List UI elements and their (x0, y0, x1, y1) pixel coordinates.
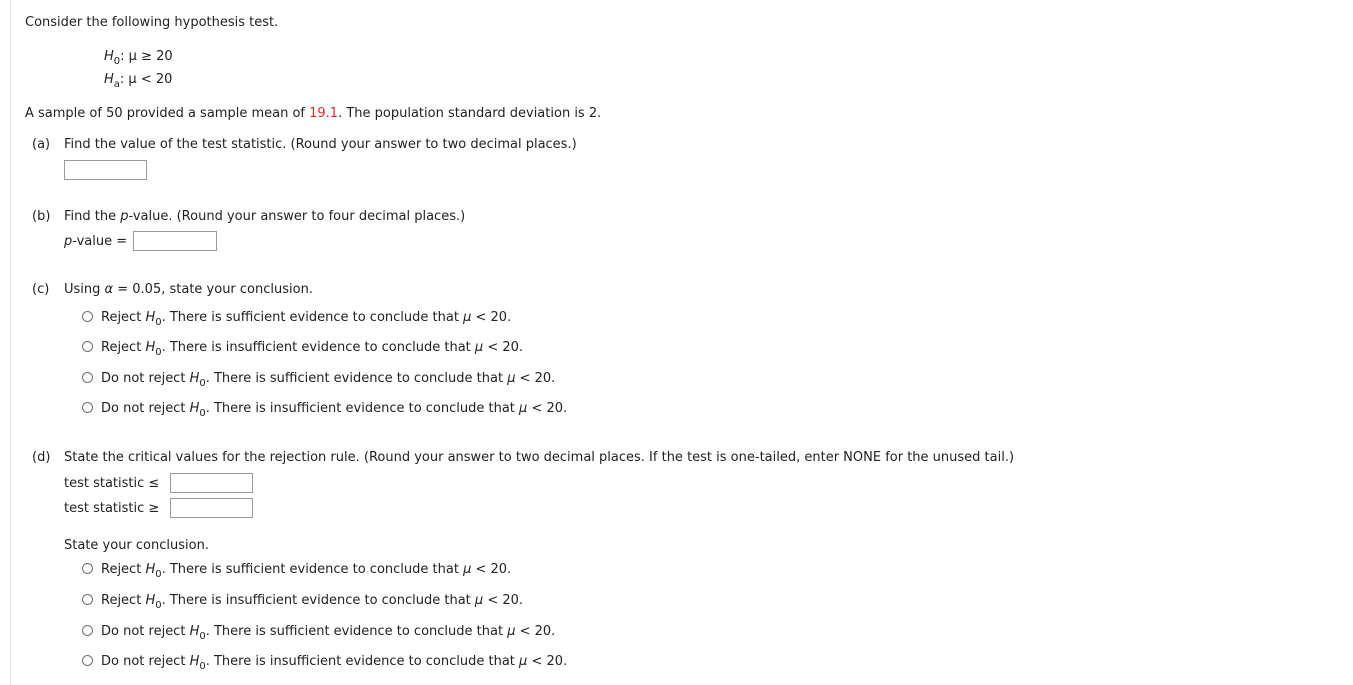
option-suffix: < 20. (471, 310, 512, 325)
part-c-radio-1[interactable] (82, 311, 93, 322)
h0-symbol: H (145, 562, 156, 577)
alternative-hypothesis (104, 72, 173, 90)
option-prefix: Do not reject (101, 654, 190, 669)
h0-subscript: 0 (199, 378, 206, 389)
test-statistic-input[interactable] (64, 160, 147, 180)
sample-mean-value: 19.1 (309, 106, 339, 121)
part-c-option-2[interactable] (101, 340, 524, 358)
mu-symbol: μ (519, 401, 528, 416)
option-prefix: Reject (101, 340, 146, 355)
mu-symbol: μ (507, 624, 516, 639)
critical-ge-label: test statistic ≥ (64, 501, 160, 516)
h0-subscript: 0 (199, 661, 206, 672)
critical-le-label: test statistic ≤ (64, 476, 160, 491)
part-d-radio-1[interactable] (82, 563, 93, 574)
h0-subscript: 0 (155, 317, 162, 328)
p-value-symbol: p (64, 234, 73, 249)
mu-symbol: μ (519, 654, 528, 669)
option-prefix: Do not reject (101, 401, 190, 416)
part-c-option-3[interactable] (101, 371, 556, 389)
conclusion-prompt: State your conclusion. (64, 538, 209, 553)
part-a-label: (a) (32, 137, 51, 152)
part-d-option-1[interactable] (101, 562, 512, 580)
h0-symbol: H (189, 624, 200, 639)
part-c-option-1[interactable] (101, 310, 512, 328)
part-b-question (64, 209, 465, 224)
null-hypothesis (104, 49, 173, 67)
option-text: . There is insufficient evidence to conclude that (161, 593, 475, 608)
part-d-question: State the critical values for the rejection rule. (Round your answer to two decimal places. If the test is one-tailed, enter NONE for the unused tail.) (64, 450, 1015, 465)
mu-symbol: μ (463, 562, 472, 577)
part-b-question-start: Find the (64, 209, 121, 224)
ha-condition: : μ < 20 (119, 72, 173, 87)
option-text: . There is sufficient evidence to conclude that (205, 624, 508, 639)
option-suffix: < 20. (515, 371, 556, 386)
h0-subscript: 0 (155, 569, 162, 580)
part-b-label: (b) (32, 209, 51, 224)
option-text: . There is insufficient evidence to conclude that (205, 654, 520, 669)
part-c-question (64, 282, 313, 297)
part-c-label: (c) (32, 282, 50, 297)
option-suffix: < 20. (515, 624, 556, 639)
part-c-radio-2[interactable] (82, 341, 93, 352)
intro-text: Consider the following hypothesis test. (25, 15, 279, 30)
part-d-radio-4[interactable] (82, 655, 93, 666)
mu-symbol: μ (474, 593, 484, 608)
critical-ge-input[interactable] (170, 498, 253, 518)
part-d-option-4[interactable] (101, 654, 568, 672)
alpha-symbol: α (104, 282, 114, 297)
part-d-label: (d) (32, 450, 51, 465)
option-text: . There is sufficient evidence to conclude that (161, 310, 464, 325)
part-d-option-3[interactable] (101, 624, 556, 642)
question-panel (10, 0, 1353, 685)
p-symbol: p (120, 209, 129, 224)
h0-subscript: 0 (199, 631, 206, 642)
part-d-option-2[interactable] (101, 593, 524, 611)
h0-condition: : μ ≥ 20 (120, 49, 173, 64)
option-prefix: Reject (101, 310, 146, 325)
option-suffix: < 20. (483, 593, 524, 608)
h0-symbol: H (189, 654, 200, 669)
part-d-radio-2[interactable] (82, 594, 93, 605)
option-prefix: Reject (101, 593, 146, 608)
p-value-label (64, 234, 127, 249)
option-text: . There is sufficient evidence to conclude that (161, 562, 464, 577)
mu-symbol: μ (463, 310, 472, 325)
mu-symbol: μ (474, 340, 484, 355)
option-suffix: < 20. (527, 401, 568, 416)
ha-symbol: H (104, 72, 114, 87)
option-prefix: Reject (101, 562, 146, 577)
option-suffix: < 20. (483, 340, 524, 355)
part-d-radio-3[interactable] (82, 625, 93, 636)
part-c-question-start: Using (64, 282, 105, 297)
sample-description (25, 106, 601, 121)
h0-subscript: 0 (199, 408, 206, 419)
p-value-input[interactable] (133, 231, 217, 251)
h0-subscript: 0 (113, 56, 121, 67)
ha-subscript: a (113, 79, 120, 90)
part-c-radio-3[interactable] (82, 372, 93, 383)
part-b-question-end: -value. (Round your answer to four decimal places.) (128, 209, 466, 224)
h0-symbol: H (145, 593, 156, 608)
h0-symbol: H (145, 310, 156, 325)
critical-le-input[interactable] (170, 473, 253, 493)
option-text: . There is insufficient evidence to conclude that (205, 401, 520, 416)
option-text: . There is sufficient evidence to conclude that (205, 371, 508, 386)
part-c-question-end: = 0.05, state your conclusion. (113, 282, 313, 297)
h0-symbol: H (189, 371, 200, 386)
p-value-label-text: -value = (72, 234, 128, 249)
option-prefix: Do not reject (101, 371, 190, 386)
part-c-option-4[interactable] (101, 401, 568, 419)
sample-text-after: . The population standard deviation is 2. (338, 106, 602, 121)
option-suffix: < 20. (471, 562, 512, 577)
sample-text-before: A sample of 50 provided a sample mean of (25, 106, 310, 121)
option-suffix: < 20. (527, 654, 568, 669)
h0-symbol: H (145, 340, 156, 355)
h0-symbol: H (189, 401, 200, 416)
mu-symbol: μ (507, 371, 516, 386)
h0-subscript: 0 (155, 600, 162, 611)
part-c-radio-4[interactable] (82, 402, 93, 413)
part-a-question: Find the value of the test statistic. (Round your answer to two decimal places.) (64, 137, 577, 152)
option-prefix: Do not reject (101, 624, 190, 639)
option-text: . There is insufficient evidence to conclude that (161, 340, 475, 355)
h0-symbol: H (104, 49, 114, 64)
h0-subscript: 0 (155, 347, 162, 358)
